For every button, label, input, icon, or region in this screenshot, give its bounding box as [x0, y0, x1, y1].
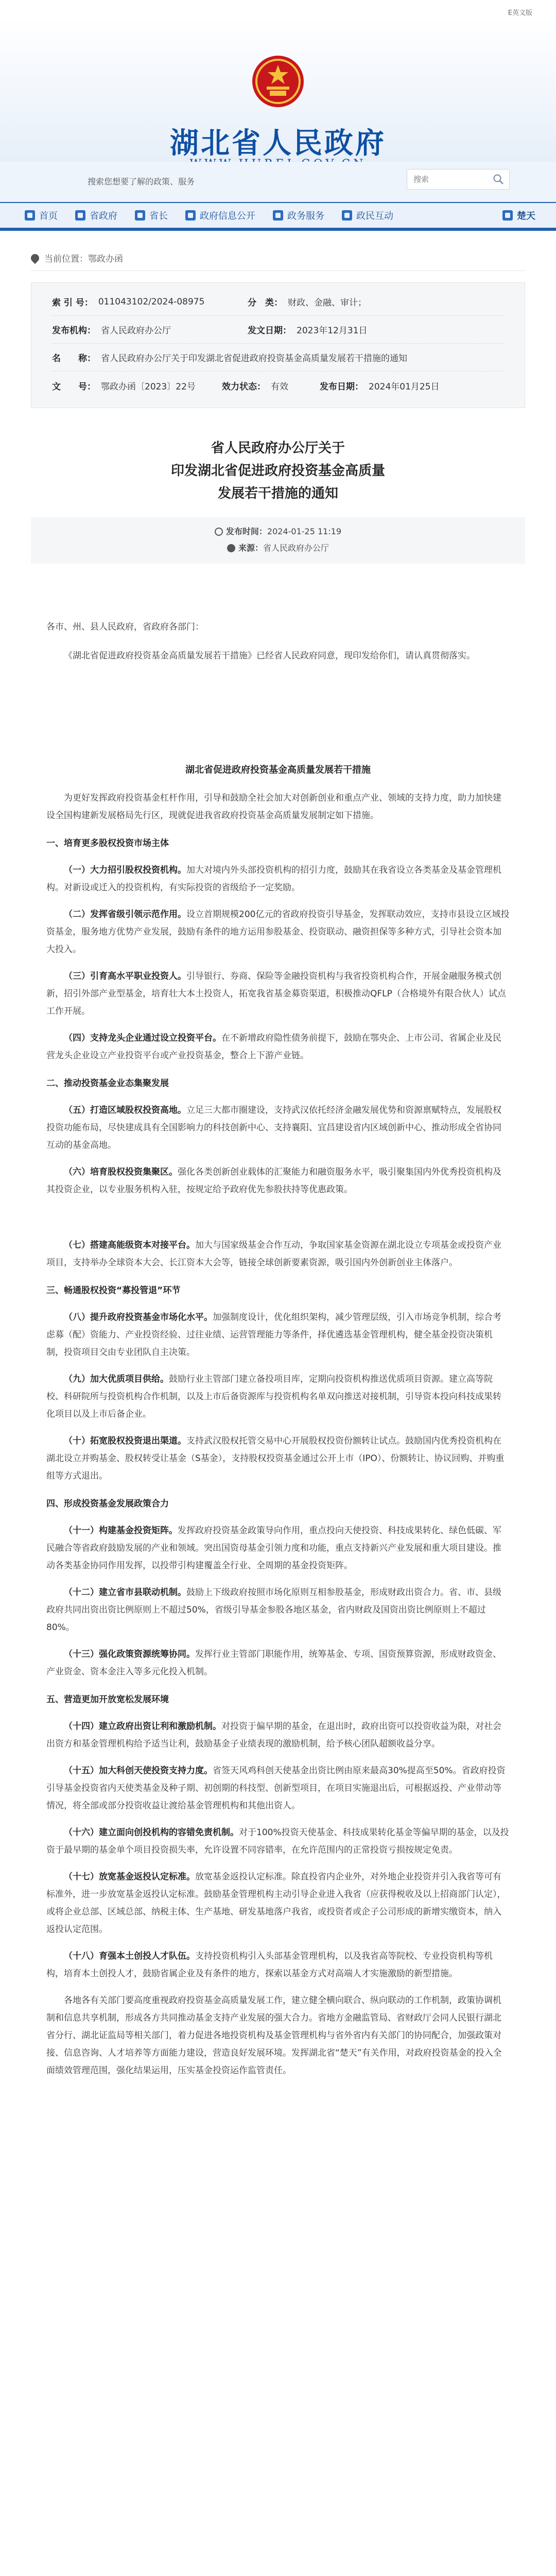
- chat-icon: [342, 210, 352, 221]
- info-cell: [320, 379, 440, 392]
- search-icon[interactable]: [493, 174, 504, 185]
- nav-label: 省长: [149, 211, 168, 222]
- publish-time-value: 2024-01-25 11:19: [267, 527, 342, 536]
- measure-title: （十）拓宽股权投资退出渠道。: [64, 1436, 186, 1446]
- search-row: [0, 162, 556, 202]
- lead-paragraph: 《湖北省促进政府投资基金高质量发展若干措施》已经省人民政府同意，现印发给你们，请认真贯彻落实。: [64, 651, 475, 661]
- measure-title: （三）引育高水平职业投资人。: [64, 971, 186, 981]
- measure-title: （九）加大优质项目供给。: [64, 1374, 169, 1384]
- measure-text: 设立首期规模200亿元的省政府投资引导基金，发挥联动效应，支持市县设立区域投资基金，服务地方优势产业发展，鼓励有条件的地方运用参股基金、投资联动、融资担保等多种方式，引导社会资本加大投入。: [46, 909, 510, 955]
- docno-value: 鄂政办函〔2023〕22号: [101, 381, 196, 392]
- measure-item: [46, 1101, 510, 1154]
- measure-text: 发挥政府投资基金政策导向作用，重点投向天使投资、科技成果转化、绿色低碳、军民融合等省政府鼓励发展的产业和领域。突出国资母基金引领力度和功能，重点支持新兴产业发展和重大项目建设。推动各类基金协同作用发挥，以投带引构建覆盖全行业、全周期的基金投资矩阵。: [46, 1526, 501, 1571]
- measure-title: （十五）加大科创天使投资支持力度。: [64, 1766, 213, 1776]
- nav-governor[interactable]: [135, 209, 168, 222]
- date-value: 2023年12月31日: [297, 326, 368, 336]
- info-cell: [248, 323, 368, 336]
- nav-label: 政府信息公开: [200, 211, 255, 222]
- spacer: [46, 2079, 510, 2141]
- measure-item: [46, 1522, 510, 1574]
- nav-home[interactable]: [25, 209, 58, 222]
- measure-text: 强化各类创新创业载体的汇聚能力和融资服务水平，吸引聚集国内外优秀投资机构及其投资企业，以专业服务机构入驻，按规定给予政府优先参股扶持等优惠政策。: [46, 1167, 501, 1195]
- name-label: 名 称：: [52, 353, 96, 364]
- nav-info-disclosure[interactable]: [185, 209, 255, 222]
- measure-item: [46, 1762, 510, 1815]
- pubdate-value: 2024年01月25日: [369, 381, 440, 392]
- measure-title: （四）支持龙头企业通过设立投资平台。: [64, 1033, 221, 1043]
- measure-title: （十七）放宽基金返投认定标准。: [64, 1872, 195, 1882]
- main-nav: [0, 202, 556, 231]
- doc-body: [31, 618, 525, 2141]
- info-row: [52, 344, 504, 371]
- name-value: 省人民政府办公厅关于印发湖北省促进政府投资基金高质量发展若干措施的通知: [101, 353, 407, 364]
- date-label: 发文日期：: [248, 326, 291, 336]
- measure-text: 立足三大都市圈建设，支持武汉依托经济金融发展优势和资源禀赋特点，发展股权投资功能布局，尽快建成具有全国影响力的科技创新中心、支持襄阳、宜昌建设省内区域创新中心、推动形成全省协同互动的基金高地。: [46, 1105, 501, 1150]
- measure-title: （十六）建立面向创投机构的容错免责机制。: [64, 1827, 239, 1838]
- mountain-icon: [502, 210, 513, 221]
- measure-text: 鼓励上下级政府按照市场化原则互相参股基金，形成财政出资合力。省、市、县级政府共同出资出资比例原则上不超过50%，省级引导基金参股各地区基金，省内财政及国资出资比例原则上不超过80%。: [46, 1587, 501, 1633]
- measure-title: （六）培育股权投资集聚区。: [64, 1167, 178, 1177]
- content-container: [31, 245, 525, 2141]
- measure-title: （十四）建立政府出资让利和激励机制。: [64, 1721, 221, 1732]
- section-heading: 五、营造更加开放宽松发展环境: [46, 1694, 169, 1705]
- measure-item: [46, 1584, 510, 1636]
- measure-text: 支持投资机构引入头部基金管理机构，以及我省高等院校、专业投资机构等机构，培育本土创投人才，鼓励省属企业及有条件的地方，探索以基金方式对高端人才实施激励的新型措施。: [46, 1951, 493, 1979]
- source-icon: [227, 544, 235, 552]
- english-version-link[interactable]: E英文版: [508, 9, 532, 17]
- document-icon: [185, 210, 196, 221]
- measure-item: [46, 968, 510, 1020]
- issuer-label: 发布机构：: [52, 326, 96, 336]
- measure-text: 省签天风鸡科创天使基金出资比例由原来最高30%提高至50%。省政府投资引导基金投资省内天使类基金及种子期、初创期的科技型、创新型项目，在项目实施退出后，可根据返投、产业带动等情况，将全部或部分投资收益让渡给基金管理机构和其他出资人。: [46, 1766, 506, 1811]
- measure-title: （十八）育强本土创投人才队伍。: [64, 1951, 195, 1961]
- doc-title-line: 省人民政府办公厅关于: [211, 440, 345, 456]
- home-icon: [25, 210, 35, 221]
- measure-item: [46, 1824, 510, 1859]
- site-title: 湖北省人民政府: [170, 126, 386, 160]
- measure-item: [46, 1646, 510, 1681]
- measure-title: （七）搭建高能级资本对接平台。: [64, 1240, 195, 1250]
- section-heading: 四、形成投资基金发展政策合力: [46, 1499, 169, 1509]
- measure-text: 加大对境内外头部投资机构的招引力度，鼓励其在我省设立各类基金及基金管理机构。对新设或迁入的投资机构，有实际投资的省级给予一定奖励。: [46, 865, 501, 893]
- measure-title: （八）提升政府投资基金市场化水平。: [64, 1312, 213, 1323]
- measure-title: （十三）强化政策资源统筹协同。: [64, 1649, 195, 1659]
- measure-text: 加强制度设计，优化组织架构，减少管理层级，引入市场竞争机制，综合考虑募（配）资能力、产业投资经验、过往业绩、运营管理能力等条件，择优遴选基金管理机构，健全基金投资决策机制，投资项目交由专业团队自主决策。: [46, 1312, 501, 1358]
- measure-item: [46, 1370, 510, 1423]
- nav-label: 政民互动: [356, 211, 393, 222]
- measure-text: 放宽基金返投认定标准。除直投省内企业外，对外地企业投资并引入我省等可有标准外，进一步放宽基金返投认定标准。鼓励基金管理机构主动引导企业进入我省（应获得税收及以上招商部门认定），或将企业总部、区域总部、纳税主体、生产基地、研发基地落户我省，或投资者或企子公司形成的新增实缴资本，纳入返投认定范围。: [46, 1872, 506, 1935]
- measure-item: [46, 1868, 510, 1938]
- info-row: [52, 316, 504, 344]
- measure-text: 发挥行业主管部门职能作用，统筹基金、专项、国资预算资源，形成财政资金、产业资金、资本金注入等多元化投入机制。: [46, 1649, 501, 1677]
- measure-text: 引导银行、券商、保险等金融投资机构与我省投资机构合作，开展金融服务模式创新，招引外部产业型基金，培育壮大本土投资人，拓宽我省基金募资渠道，积极推动QFLP（合格境外有限合伙人）试点工作开展。: [46, 971, 506, 1016]
- nav-government[interactable]: [75, 209, 117, 222]
- nav-label: 政务服务: [287, 211, 324, 222]
- measure-text: 在不新增政府隐性债务前提下，鼓励在鄂央企、上市公司、省属企业及民营龙头企业设立产业投资平台或产业投资基金，整合上下游产业链。: [46, 1033, 501, 1061]
- category-value: 财政、金融、审计；: [288, 298, 367, 308]
- location-icon: [29, 252, 41, 264]
- doc-meta: [31, 517, 525, 564]
- validity-value: 有效: [271, 381, 288, 392]
- intro-paragraph: 为更好发挥政府投资基金杠杆作用，引导和鼓励全社会加大对创新创业和重点产业、领域的支持力度，助力加快建设全国构建新发展格局先行区，现就促进我省政府投资基金高质量发展制定如下措施。: [46, 793, 501, 821]
- info-cell: [248, 295, 367, 308]
- measure-text: 支持武汉股权托管交易中心开展股权投资份额转让试点。鼓励国内优秀投资机构在湖北设立并购基金、股权转受让基金（S基金），支持股权投资基金通过公开上市（IPO）、份额转让、协议回购、并购重组等方式退出。: [46, 1436, 505, 1481]
- measure-text: 对投资于偏早期的基金，在退出时，政府出资可以投资收益为限，对社会出资方和基金管理机构给予适当让利，鼓励基金子业绩表现的激励机制，给予核心团队超额收益分享。: [46, 1721, 501, 1749]
- info-cell: [52, 379, 222, 392]
- source-label: 来源：: [238, 543, 263, 553]
- clock-icon: [215, 528, 223, 536]
- info-row: [52, 288, 504, 316]
- section-heading: 三、畅通股权投资“募投管退”环节: [46, 1285, 181, 1296]
- doc-title-line: 发展若干措施的通知: [217, 486, 338, 501]
- publish-time-row: [31, 523, 525, 540]
- measure-item: [46, 1309, 510, 1361]
- national-emblem-icon: [251, 55, 305, 108]
- measure-item: [46, 1029, 510, 1064]
- publish-time-label: 发布时间：: [225, 527, 267, 536]
- measure-item: [46, 1163, 510, 1198]
- measure-title: （一）大力招引股权投资机构。: [64, 865, 186, 875]
- measure-title: （五）打造区域股权投资高地。: [64, 1105, 186, 1115]
- doc-title: [31, 437, 525, 505]
- nav-label: 省政府: [90, 211, 117, 222]
- measure-text: 对于100%投资天使基金、科技成果转化基金等偏早期的基金，以及投资于最早期的基金单个项目投资损失率，允许设置不同容错率，在允许范围内的正常投资亏损按规定免责。: [46, 1827, 509, 1855]
- measures-title: 湖北省促进政府投资基金高质量发展若干措施: [185, 765, 371, 775]
- spacer: [46, 1198, 510, 1227]
- issuer-value: 省人民政府办公厅: [101, 326, 171, 336]
- measure-item: [46, 906, 510, 958]
- measure-item: [46, 1432, 510, 1485]
- breadcrumb: [31, 245, 525, 271]
- source-row: [31, 540, 525, 556]
- measure-item: [46, 861, 510, 896]
- closing-paragraph: 各地各有关部门要高度重视政府投资基金高质量发展工作，建立健全横向联合、纵向联动的工作机制，政策协调机制和信息共享机制，形成各方共同推动基金支持产业发展的强大合力。省地方金融监管局、省财政厅会同人民银行湖北省分行、湖北证监局等相关部门，着力促进各地投资机构及基金管理机构与省外省内有关部门的协同配合，加强政策对接、信息咨询、人才培养等方面能力建设，营造良好发展环境。发挥湖北省“楚天”有关作用，对政府投资基金的投入全面绩效管理范围，强化结果运用，压实基金投资运作监管责任。: [46, 1995, 502, 2076]
- measure-title: （二）发挥省级引领示范作用。: [64, 909, 186, 920]
- person-icon: [135, 210, 145, 221]
- doc-title-line: 印发湖北省促进政府投资基金高质量: [170, 463, 385, 479]
- section-heading: 一、培育更多股权投资市场主体: [46, 838, 169, 849]
- info-cell: [52, 351, 407, 364]
- info-cell: [222, 379, 320, 392]
- building-icon: [75, 210, 85, 221]
- section-heading: 二、推动投资基金业态集聚发展: [46, 1078, 169, 1089]
- search-hint: 搜索您想要了解的政策、服务: [88, 177, 195, 187]
- measure-text: 鼓励行业主管部门建立备投项目库，定期向投资机构推送优质项目资源。建立高等院校、科研院所与投资机构合作机制，以及上市后备资源库与投资机构名单双向推送对接机制，引导资本投向科技成果转化项目以及上市后备企业。: [46, 1374, 501, 1419]
- measure-text: 加大与国家级基金合作互动，争取国家基金资源在湖北设立专项基金或投资产业项目，支持举办全球资本大会、长江资本大会等，链接全球创新要素资源，吸引国内外创新创业主体落户。: [46, 1240, 501, 1268]
- pubdate-label: 发布日期：: [320, 381, 363, 392]
- masthead: [0, 18, 556, 162]
- info-cell: [52, 295, 248, 308]
- service-icon: [273, 210, 283, 221]
- index-label: 索 引 号：: [52, 298, 93, 308]
- info-row: [52, 371, 504, 399]
- measure-item: [46, 1947, 510, 1982]
- docno-label: 文 号：: [52, 381, 96, 392]
- index-value: 011043102/2024-08975: [98, 296, 205, 307]
- source-value: 省人民政府办公厅: [263, 543, 329, 553]
- breadcrumb-text[interactable]: 当前位置：鄂政办函: [44, 254, 123, 264]
- search-input[interactable]: [407, 170, 484, 189]
- top-strip: [0, 0, 556, 18]
- nav-interaction[interactable]: [342, 209, 393, 222]
- measure-title: （十一）构建基金投资矩阵。: [64, 1526, 178, 1536]
- validity-label: 效力状态：: [222, 381, 266, 392]
- measure-item: [46, 1718, 510, 1753]
- nav-chutian[interactable]: [502, 209, 535, 222]
- doc-info-box: [31, 282, 525, 408]
- measure-title: （十二）建立省市县联动机制。: [64, 1587, 186, 1598]
- category-label: 分 类：: [248, 298, 283, 308]
- info-cell: [52, 323, 248, 336]
- addressee: 各市、州、县人民政府，省政府各部门：: [46, 622, 204, 632]
- nav-services[interactable]: [273, 209, 324, 222]
- measure-item: [46, 1236, 510, 1272]
- nav-label: 楚天: [517, 211, 535, 222]
- nav-label: 首页: [39, 211, 58, 222]
- search-box[interactable]: [407, 169, 510, 190]
